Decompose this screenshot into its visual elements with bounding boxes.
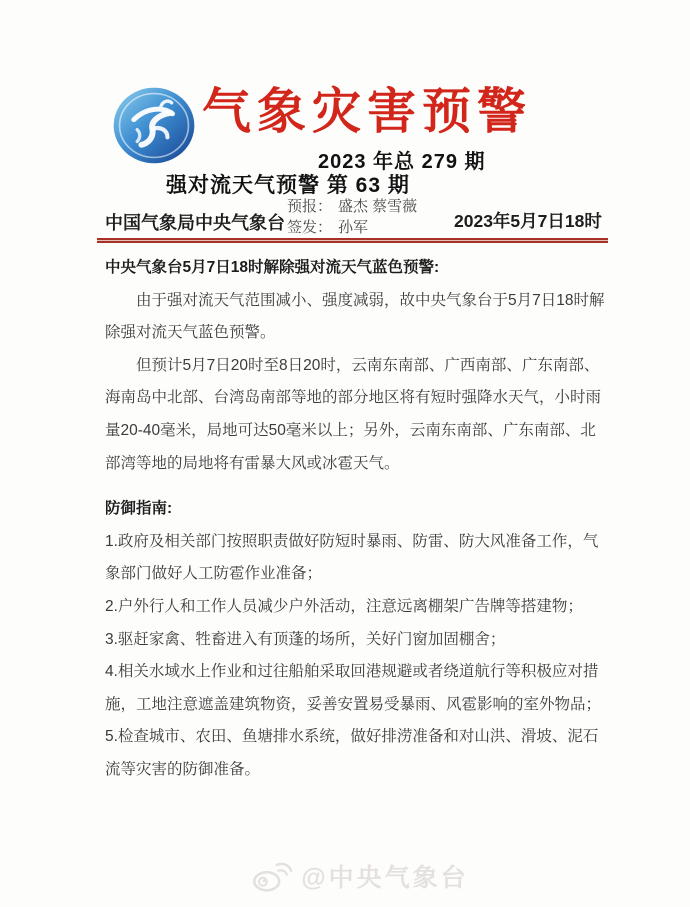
issue-datetime: 2023年5月7日18时 (454, 211, 602, 231)
guideline-item: 1.政府及相关部门按照职责做好防短时暴雨、防雷、防大风准备工作，气象部门做好人工防雹作业准备； (105, 532, 599, 583)
guidelines-title: 防御指南: (105, 500, 173, 518)
cma-logo-icon (112, 86, 196, 165)
body-paragraph: 但预计5月7日20时至8日20时，云南东南部、广西南部、广东南部、海南岛中北部、台湾岛南部等地的部分地区将有短时强降水天气，小时雨量20-40毫米，局地可达50毫米以上；另外，云南东南部、广东南部、北部湾等地的局地将有雷暴大风或冰雹天气。 (105, 356, 602, 472)
signature-block (287, 196, 417, 238)
issuing-agency: 中国气象局中央气象台 (105, 213, 285, 233)
alert-headline: 中央气象台5月7日18时解除强对流天气蓝色预警: (105, 259, 440, 276)
signer-label: 签发： (287, 219, 333, 236)
forecaster-label: 预报： (287, 198, 333, 215)
forecaster-names: 盛杰 蔡雪薇 (338, 198, 418, 215)
header-divider-rule (97, 238, 608, 243)
body-paragraph: 由于强对流天气范围减小、强度减弱，故中央气象台于5月7日18时解除强对流天气蓝色预警。 (105, 291, 605, 342)
document-body (105, 252, 605, 787)
weibo-icon (251, 860, 293, 893)
document-title: 气象灾害预警 (202, 84, 533, 139)
forecaster-line (287, 196, 417, 217)
guideline-item: 4.相关水域水上作业和过往船舶采取回港规避或者绕道航行等积极应对措施，工地注意遮盖建筑物资，妥善安置易受暴雨、风雹影响的室外物品； (105, 663, 602, 713)
watermark-text: @中央气象台 (301, 864, 469, 892)
guideline-item: 5.检查城市、农田、鱼塘排水系统，做好排涝准备和对山洪、滑坡、泥石流等灾害的防御准备。 (105, 728, 599, 778)
signer-name: 孙军 (338, 219, 369, 236)
weibo-watermark (0, 858, 690, 894)
issue-number-line: 强对流天气预警 第 63 期 (166, 174, 410, 197)
guideline-item: 3.驱赶家禽、牲畜进入有顶蓬的场所，关好门窗加固棚舍； (105, 630, 506, 648)
signer-line (287, 217, 417, 238)
guideline-item: 2.户外行人和工作人员减少户外活动，注意远离棚架广告牌等搭建物； (105, 597, 583, 615)
issue-total-line: 2023 年总 279 期 (318, 151, 486, 173)
